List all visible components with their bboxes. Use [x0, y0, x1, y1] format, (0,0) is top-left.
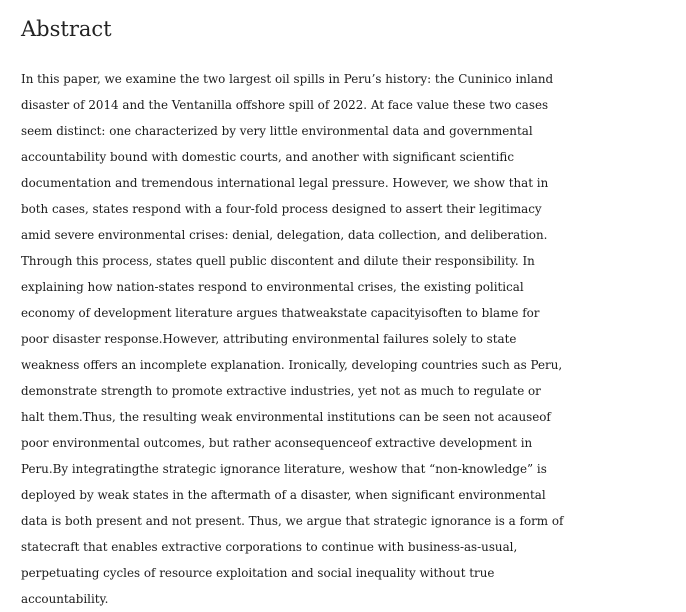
abstract-line: data is both present and not present. Thus, we argue that strategic ignorance is a form of — [21, 514, 564, 528]
abstract-section — [21, 14, 673, 612]
abstract-line: seem distinct: one characterized by very little environmental data and governmental — [21, 124, 533, 138]
abstract-line: disaster of 2014 and the Ventanilla offshore spill of 2022. At face value these two cases — [21, 98, 549, 112]
abstract-line: demonstrate strength to promote extractive industries, yet not as much to regulate or — [21, 384, 541, 398]
abstract-line: economy of development literature argues thatweakstate capacityisoften to blame for — [21, 306, 540, 320]
abstract-line: poor environmental outcomes, but rather aconsequenceof extractive development in — [21, 436, 533, 450]
abstract-line: statecraft that enables extractive corporations to continue with business-as-usual, — [21, 540, 518, 554]
abstract-line: poor disaster response.However, attributing environmental failures solely to state — [21, 332, 517, 346]
abstract-body — [21, 66, 673, 612]
abstract-line: perpetuating cycles of resource exploitation and social inequality without true — [21, 566, 495, 580]
abstract-line: deployed by weak states in the aftermath of a disaster, when significant environmental — [21, 488, 546, 502]
abstract-line: both cases, states respond with a four-fold process designed to assert their legitimacy — [21, 202, 542, 216]
abstract-line: Through this process, states quell public discontent and dilute their responsibility. In — [21, 254, 535, 268]
abstract-line: accountability bound with domestic courts, and another with significant scientific — [21, 150, 515, 164]
abstract-line: explaining how nation-states respond to environmental crises, the existing political — [21, 280, 524, 294]
abstract-heading: Abstract — [21, 17, 112, 41]
abstract-line: amid severe environmental crises: denial, delegation, data collection, and deliberation. — [21, 228, 548, 242]
abstract-line: documentation and tremendous international legal pressure. However, we show that in — [21, 176, 549, 190]
abstract-line: Peru.By integratingthe strategic ignorance literature, weshow that “non-knowledge” is — [21, 462, 547, 476]
abstract-line: In this paper, we examine the two largest oil spills in Peru’s history: the Cuninico inland — [21, 72, 554, 86]
abstract-line: weakness offers an incomplete explanation. Ironically, developing countries such as Peru, — [21, 358, 563, 372]
abstract-line: halt them.Thus, the resulting weak environmental institutions can be seen not acauseof — [21, 410, 551, 424]
abstract-line: accountability. — [21, 592, 109, 606]
